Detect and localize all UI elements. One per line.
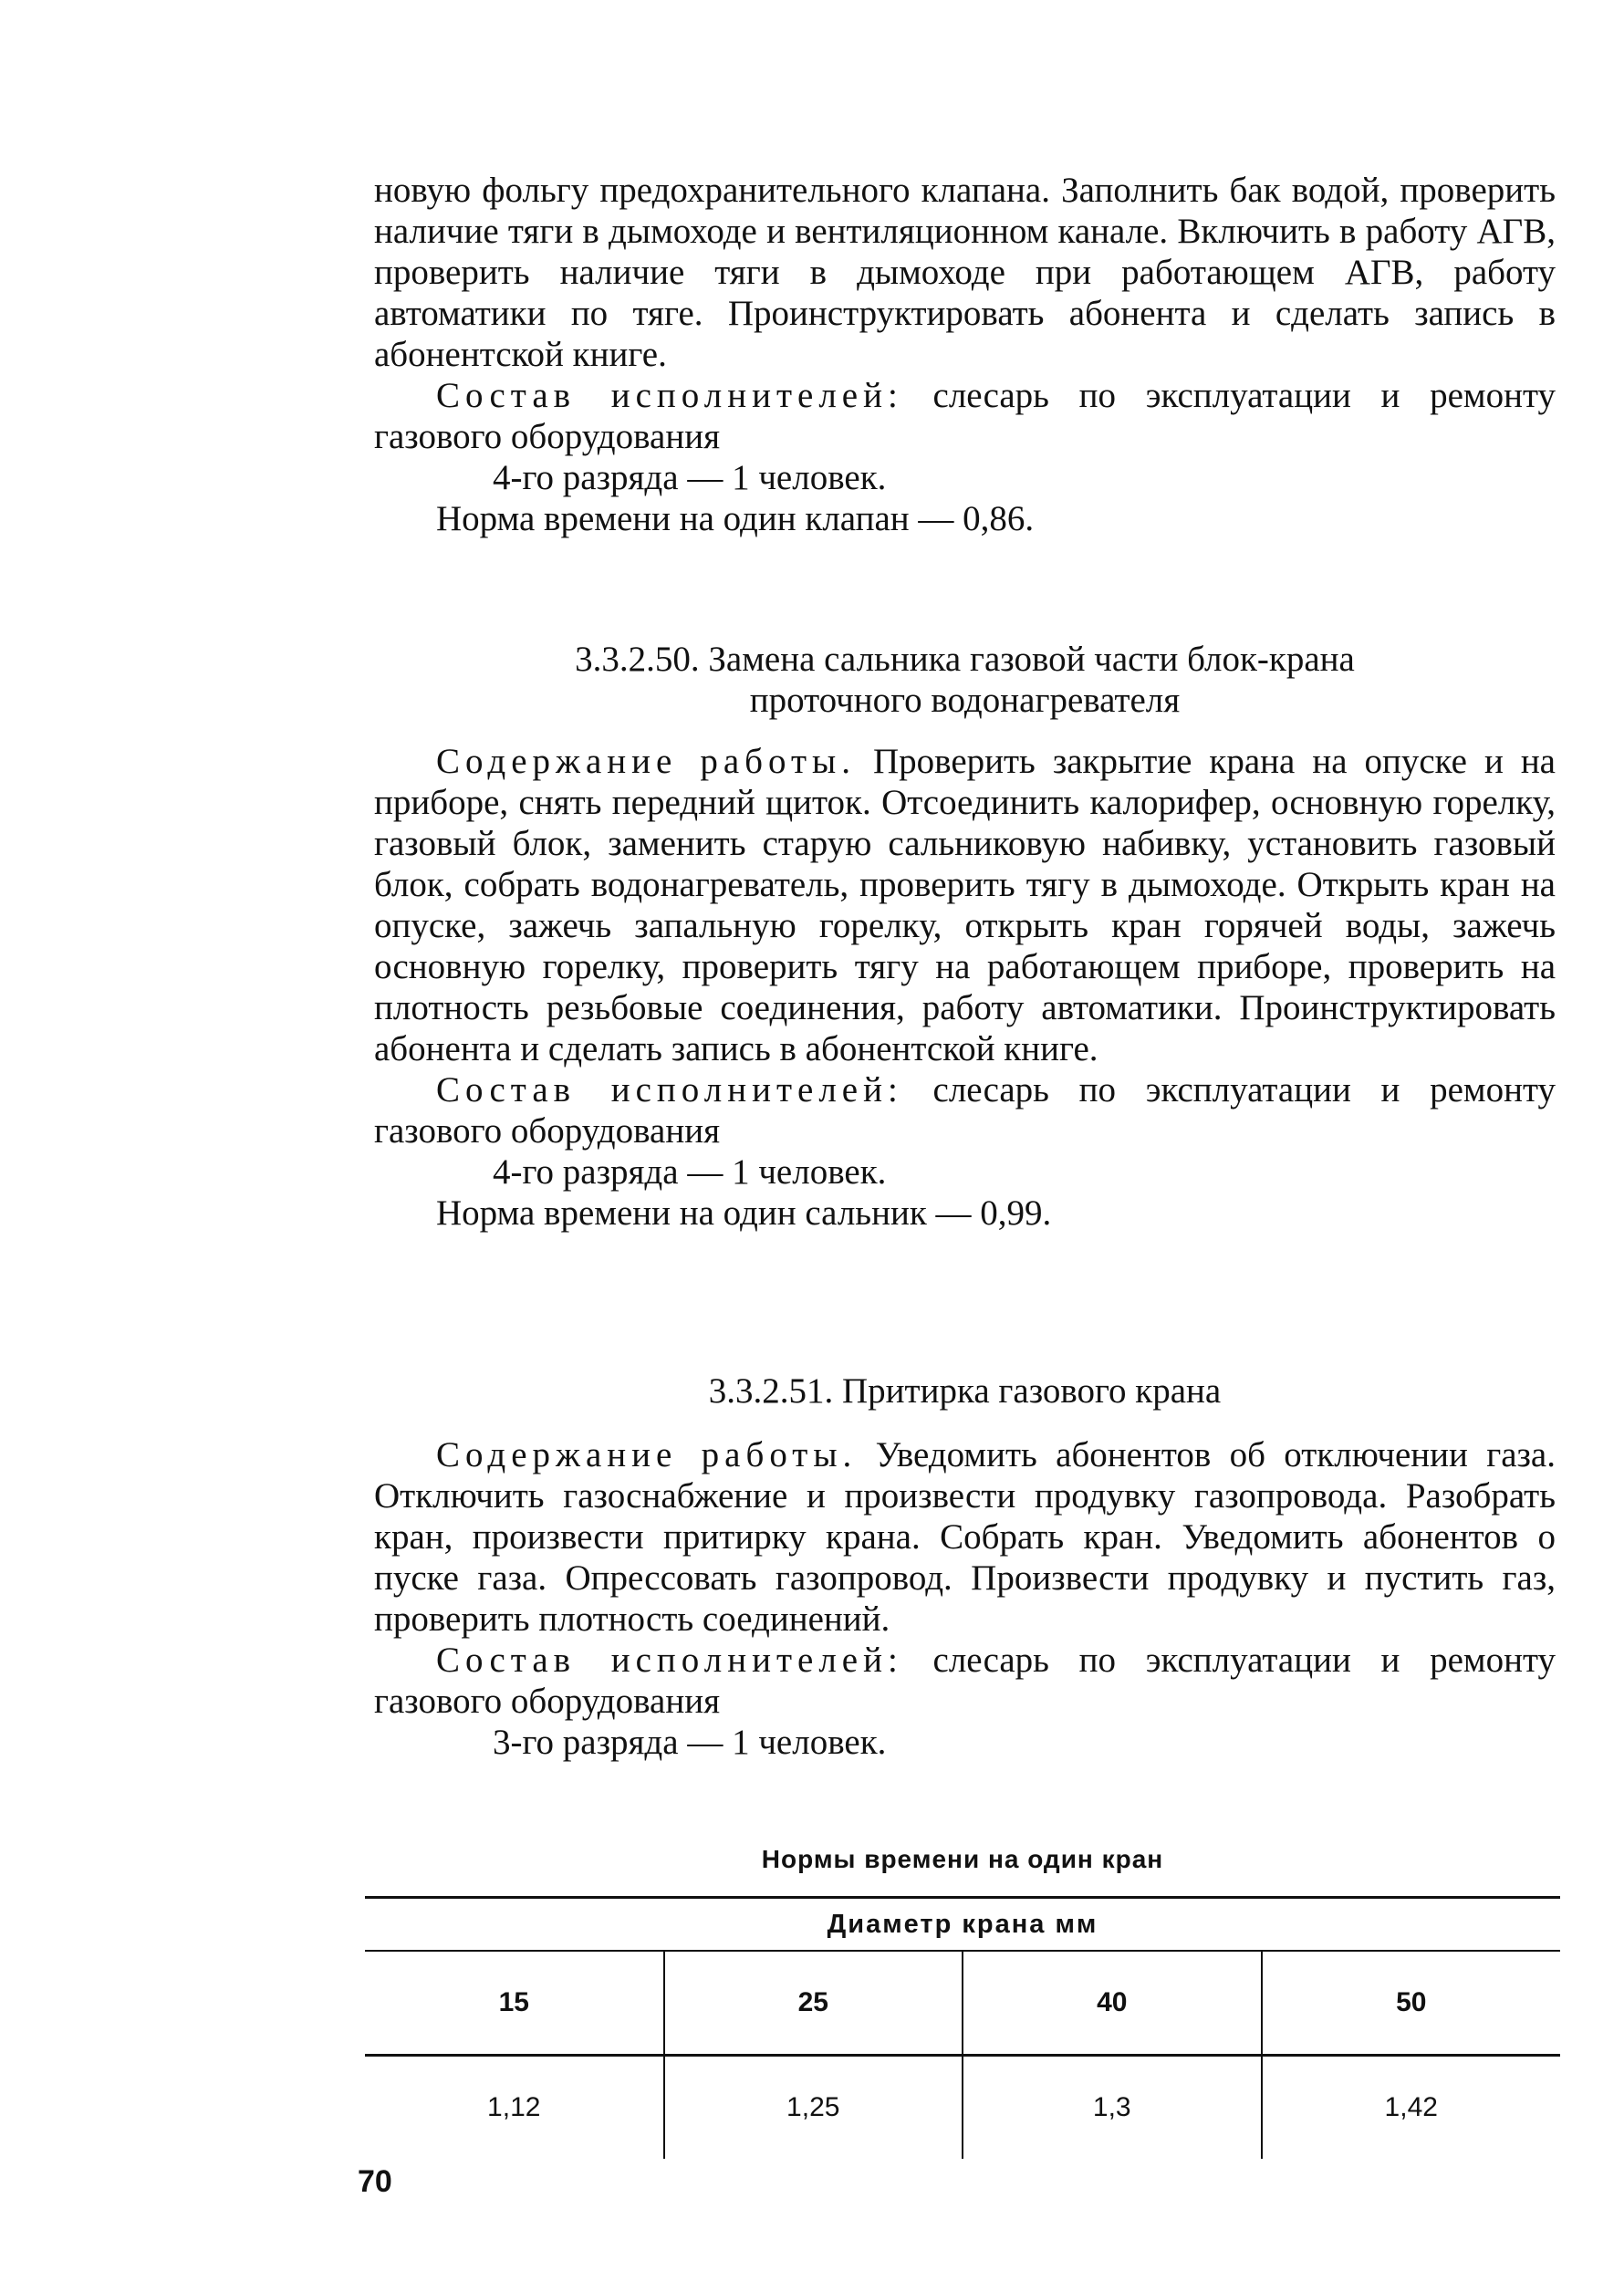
intro-norm: Норма времени на один клапан — 0,86. <box>436 499 1035 538</box>
table-caption: Диаметр крана мм <box>365 1898 1560 1952</box>
intro-rank: 4-го разряда — 1 человек. <box>493 458 887 497</box>
section-50-heading <box>374 639 1556 721</box>
section-50-content <box>374 741 1556 1069</box>
section-50-heading-line1: 3.3.2.50. Замена сальника газовой части блок-крана <box>575 640 1355 679</box>
intro-block <box>374 170 1556 539</box>
table-header-cell: 25 <box>664 1951 963 2056</box>
content-text: Проверить закрытие крана на опуске и на приборе, снять передний щиток. Отсоединить калорифер, основную горелку, газовый блок, заменить старую сальниковую набивку, установить газовый блок, собрать водонагреватель, проверить тягу в дымоходе. Открыть кран на опуске, зажечь запальную горелку, открыть кран горячей воды, зажечь основную горелку, проверить тягу на работающем приборе, проверить на плотность резьбовые соединения, работу автоматики. Проинструктировать абонента и сделать запись в абонентской книге. <box>374 742 1556 1068</box>
norms-table <box>365 1896 1560 2159</box>
content-label: Содержание работы. <box>436 1435 858 1474</box>
table-row <box>365 2056 1560 2160</box>
section-50-staff <box>374 1069 1556 1151</box>
content-label: Содержание работы. <box>436 742 856 781</box>
table-header-cell: 40 <box>963 1951 1262 2056</box>
staff-label: Состав исполнителей: <box>436 376 903 415</box>
table-cell: 1,3 <box>963 2056 1262 2160</box>
section-50-body <box>374 741 1556 1234</box>
table-caption-row <box>365 1898 1560 1952</box>
staff-label: Состав исполнителей: <box>436 1641 903 1680</box>
table-header-cell: 50 <box>1262 1951 1561 2056</box>
section-51-staff <box>374 1640 1556 1722</box>
intro-staff <box>374 375 1556 457</box>
staff-text: слесарь по эксплуатации и ремонту газового оборудования <box>374 1641 1556 1721</box>
section-50-norm: Норма времени на один сальник — 0,99. <box>436 1193 1052 1233</box>
table-cell: 1,12 <box>487 2092 541 2122</box>
staff-text: слесарь по эксплуатации и ремонту газового оборудования <box>374 376 1556 456</box>
table-title: Нормы времени на один кран <box>761 1845 1164 1873</box>
table-cell: 1,25 <box>664 2056 963 2160</box>
content-text: Уведомить абонентов об отключении газа. Отключить газоснабжение и произвести продувку газопровода. Разобрать кран, произвести притирку крана. Собрать кран. Уведомить абонентов о пуске газа. Опрессовать газопровод. Произвести продувку и пустить газ, проверить плотность соединений. <box>374 1435 1556 1639</box>
page-number: 70 <box>358 2164 392 2199</box>
section-50-rank: 4-го разряда — 1 человек. <box>493 1152 887 1192</box>
section-51-content <box>374 1434 1556 1640</box>
table-header-cell: 15 <box>365 1951 664 2056</box>
staff-label: Состав исполнителей: <box>436 1070 903 1110</box>
section-51-body <box>374 1434 1556 1763</box>
section-51-heading-text: 3.3.2.51. Притирка газового крана <box>708 1371 1222 1411</box>
staff-text: слесарь по эксплуатации и ремонту газового оборудования <box>374 1070 1556 1151</box>
table-header-row <box>365 1951 1560 2056</box>
section-50-heading-line2: проточного водонагревателя <box>749 681 1181 720</box>
table-cell: 1,42 <box>1262 2056 1561 2160</box>
section-51-heading <box>374 1370 1556 1412</box>
section-51-rank: 3-го разряда — 1 человек. <box>493 1723 887 1762</box>
intro-paragraph: новую фольгу предохранительного клапана. Заполнить бак водой, проверить наличие тяги в дымоходе и вентиляционном канале. Включить в работу АГВ, проверить наличие тяги в дымоходе при работающем АГВ, работу автоматики по тяге. Проинструктировать абонента и сделать запись в абонентской книге. <box>374 171 1556 374</box>
